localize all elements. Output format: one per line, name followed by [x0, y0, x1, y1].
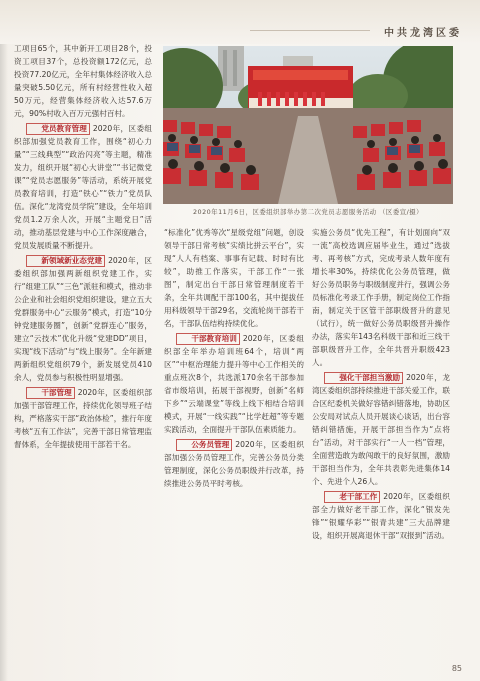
text-column-2	[164, 226, 304, 492]
section-title-civil-servant: 公务员管理	[176, 439, 232, 451]
section-body-cadre-management: 2020年，区委组织部加强干部管理工作，持续优化领导班子结构，严格落实干部“政治体检”，推行年度考核“五有工作法”，完善干部日常管理监督体系，全年提拔使用干部若干名。	[14, 388, 152, 449]
section-title-new-fields: 新领域新业态党建	[26, 255, 105, 267]
header-rule	[250, 30, 370, 31]
section-body-cadre-training: 2020年，区委组织部全年举办培训班64个，培训“两区”“中枢治理能力提升等中心工作相关的重点班次8个，共选派170余名干部参加省市级培训，拓展干部视野，创新“名师下乡”“云端课堂”等线上线下相结合培训模式，开展“一线实践”“比学赶超”等专题实践活动，全面提升干部队伍素质能力。	[164, 334, 304, 434]
event-photo-illustration	[163, 46, 453, 204]
section-title-cadre-management: 干部管理	[26, 387, 75, 399]
section-party-education	[14, 122, 152, 252]
section-body-new-fields: 2020年，区委组织部加强两新组织党建工作，实行“组建工队”“三色”派驻和模式，推动非公企业和社会组织党组织建设，建立五大党群服务中心“云服务”模式，打造“10分钟党建服务圈”，创新“党群连心”服务，建立“云技术”优化升级“党建DD”项目，实现“线下活动”与“线上服务”。全年新建两新组织党组织79个，新发展党员410余人，党员参与积极性明显增强。	[14, 256, 152, 382]
col2-intro-paragraph: “标准化”优秀等次“星级党组”问题，创设领导干部日常考核“实绩比拼云平台”，实现“人人有档案、事事有记载、时时有比较”，助推工作落实，干部工作“一张图”，制定出台干部日常管理制度若干条，全年共调配干部100名，其中提拔任用科级领导干部29名，交流轮岗干部若干名，干部队伍结构持续优化。	[164, 228, 304, 328]
section-veteran-cadres	[312, 490, 450, 542]
col1-intro-paragraph: 工项目65个，其中新开工项目28个，投资工项目37个，总投资额172亿元，总投资77.20亿元，全年村集体经济收入总量突破5.50亿元，所有村经营性收入超50万元，经营集体经济收入达57.6万元，90%村收入百万元强村百村。	[14, 44, 152, 118]
running-head: 中共龙湾区委	[384, 28, 462, 39]
photo-credit: （区委宣/摄）	[379, 208, 424, 216]
section-title-cadre-incentive: 强化干部担当激励	[324, 372, 403, 384]
section-cadre-training	[164, 332, 304, 436]
section-title-party-education: 党员教育管理	[26, 123, 90, 135]
section-title-cadre-training: 干部教育培训	[176, 333, 240, 345]
binding-shadow	[0, 0, 8, 681]
section-new-fields	[14, 254, 152, 384]
text-column-1	[14, 42, 152, 453]
page-number: 85	[451, 664, 462, 673]
event-photo	[163, 46, 453, 204]
section-cadre-incentive	[312, 371, 450, 488]
section-body-party-education: 2020年，区委组织部加强党员教育工作，围绕“初心力量”“三线典型”“政治闪亮”等主题，精准发力，组织开展“初心大讲堂”“书记微党课”“党员志愿服务”等活动，系统开展党员教育培训，打造“铁心”“铁力”党员队伍。深化“龙湾党员学院”建设，全年培训党员1.2万余人次，开展“主题党日”活动，推动基层党建与中心工作深度融合，党员发展质量不断提升。	[14, 124, 152, 250]
col3-intro-paragraph: 实施公务员“优先工程”，有计划面向“双一流”高校选调应届毕业生，通过“选拔考、再考核”方式，完成考录人数年度有增长率30%，持续优化公务员管理，做好公务员职务与职级制度并行，强调公务员标准化考录工作手册，制定岗位工作指南，制定关于区管干部职级晋升的意见（试行），统一做好公务员职级晋升操作办法，落实年143名科级干部和近三线干部职级晋升工作，全年共晋升职级423人。	[312, 228, 450, 367]
photo-caption-text: 2020年11月6日，区委组织部举办第二次党员志愿服务活动	[192, 208, 377, 216]
photo-caption	[163, 207, 453, 216]
section-title-veteran-cadres: 老干部工作	[324, 491, 380, 503]
section-body-civil-servant: 2020年，区委组织部加强公务员管理工作，完善公务员分类管理制度，深化公务员职级并行改革，持续推进公务员平时考核。	[164, 440, 304, 488]
section-body-cadre-incentive: 2020年，龙湾区委组织部持续推进干部关爱工作，联合区纪委机关做好容错纠错落地，协助区公安局对试点人员开展谈心谈话，出台容错纠错措施，开展干部担当作为“点将台”活动，对干部实行“一人一档”管理，全面营造敢为敢闯敢干的良好氛围，激励干部担当作为，全年共表彰先进集体14个、先进个人26人。	[312, 373, 450, 486]
section-body-veteran-cadres: 2020年，区委组织部全力做好老干部工作，深化“银发先锋”“银耀华彩”“银青共建”三大品牌建设，组织开展离退休干部“双报到”活动。	[312, 492, 450, 540]
text-column-3	[312, 226, 450, 544]
section-civil-servant	[164, 438, 304, 490]
section-cadre-management	[14, 386, 152, 451]
